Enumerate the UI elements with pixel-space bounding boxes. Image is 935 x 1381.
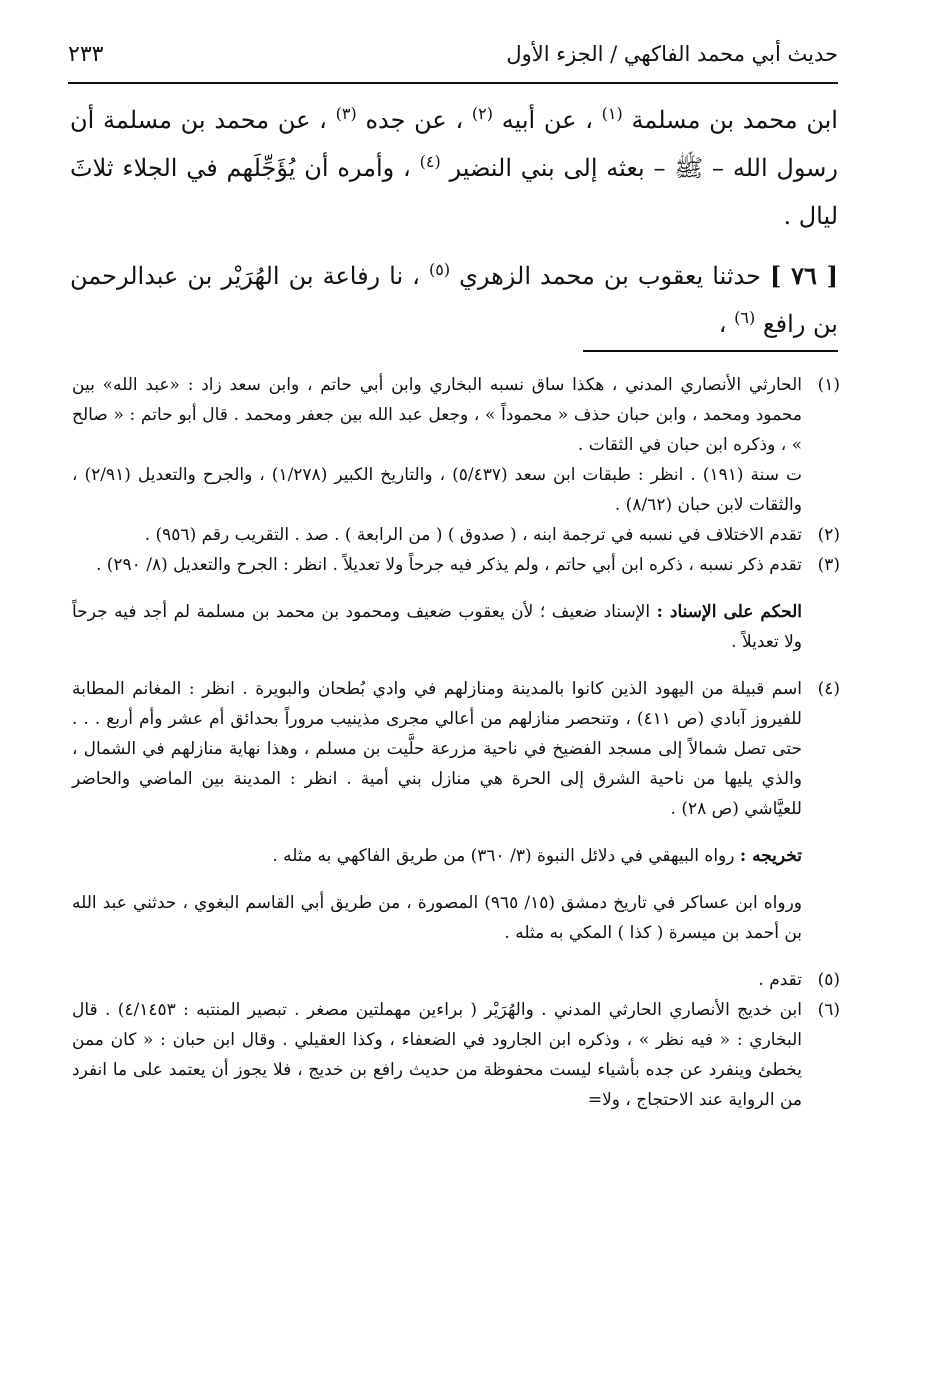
main-text-run: ، نا رفاعة بن الهُرَيْر بن عبدالرحمن بن رافع bbox=[70, 262, 838, 338]
footnote bbox=[72, 674, 840, 824]
footnote-ref: (٣) bbox=[335, 104, 357, 123]
footnote-ref: (٥) bbox=[428, 260, 451, 279]
header-rule bbox=[68, 82, 838, 84]
hukm-paragraph bbox=[72, 597, 840, 657]
footnote-number: (٦) bbox=[817, 1000, 840, 1020]
footnote-text: ابن خديج الأنصاري الحارثي المدني . والهُرَيْر ( براءين مهملتين مصغر . تبصير المنتبه : ٤/١٤٥٣) . قال البخاري : « فيه نظر » ، وذكره ابن الجارود في الضعفاء ، وكذا العقيلي . وقال ابن حبان : « كان ممن يخطئ وينفرد عن جده بأشياء ليست محفوظة من حديث رافع بن خديج ، فلا يجوز أن يعتمد على ما انفرد من الرواية عند الاحتجاج ، ولا= bbox=[72, 1000, 802, 1110]
main-paragraph bbox=[70, 96, 838, 240]
main-text-run: ، عن أبيه bbox=[501, 106, 593, 134]
footnote-ref: (٤) bbox=[419, 152, 441, 171]
footnote-number: (٢) bbox=[817, 525, 840, 545]
footnote-text: الحارثي الأنصاري المدني ، هكذا ساق نسبه البخاري وابن أبي حاتم ، وابن سعد زاد : «عبد الله» بين محمود ومحمد ، وابن حبان حذف « محموداً » ، وجعل عبد الله بين جعفر ومحمد . قال أبو حاتم : « صالح » ، وذكره ابن حبان في الثقات . bbox=[72, 375, 802, 455]
footnote-ref: (٦) bbox=[734, 308, 756, 327]
footnote-text: اسم قبيلة من اليهود الذين كانوا بالمدينة ومنازلهم في وادي بُطحان والبويرة . انظر : المغانم المطابة للفيروز آبادي (ص ٤١١) ، وتنحصر منازلهم من أعالي مجرى مذينيب مروراً بحدائق أم عشر وأم أربع . . . حتى تصل شمالاً إلى مسجد الفضيخ في ناحية مزرعة حلَّيت بن مسلم ، وهذا نهاية منازلهم في الشمال ، والذي يليها من ناحية الشرق إلى الحرة هي منازل بني أمية . انظر : المدينة بين الماضي والحاضر للعيَّاشي (ص ٢٨) . bbox=[72, 679, 802, 819]
hukm-text: الإسناد ضعيف ؛ لأن يعقوب ضعيف ومحمود بن محمد بن مسلمة لم أجد فيه جرحاً ولا تعديلاً . bbox=[72, 602, 802, 652]
main-text-run: ، وأمره أن يُؤَجِّلَهم في الجلاء ثلاثَ ليال . bbox=[70, 154, 838, 230]
footnote bbox=[72, 995, 840, 1115]
footnote-number: (١) bbox=[817, 375, 840, 395]
footnote-number: (٣) bbox=[817, 555, 840, 575]
footnote-text: تقدم الاختلاف في نسبه في ترجمة ابنه ، ( صدوق ) ( من الرابعة ) . صد . التقريب رقم (٩٥٦) . bbox=[144, 525, 802, 545]
footnote-text: تقدم ذكر نسبه ، ذكره ابن أبي حاتم ، ولم يذكر فيه جرحاً ولا تعديلاً . انظر : الجرح والتعديل (٨/ ٢٩٠) . bbox=[95, 555, 802, 575]
main-text-run: ابن محمد بن مسلمة bbox=[631, 106, 838, 134]
footnote bbox=[72, 520, 840, 550]
main-text-run: ، bbox=[718, 310, 727, 338]
footnotes bbox=[72, 370, 840, 1115]
hadith-number: [ ٧٦ ] bbox=[769, 261, 838, 290]
main-text-run: ، عن محمد بن مسلمة أن رسول الله – ﷺ – بعثه إلى بني النضير bbox=[70, 106, 838, 182]
footnote-text: تقدم . bbox=[758, 970, 802, 990]
footnote-separator bbox=[583, 350, 838, 352]
footnote-ref: (٢) bbox=[471, 104, 494, 123]
hadith-entry bbox=[70, 252, 838, 348]
footnote-number: (٤) bbox=[817, 679, 840, 699]
footnote bbox=[72, 965, 840, 995]
page-header bbox=[68, 42, 838, 84]
footnote bbox=[72, 370, 840, 520]
takhrij-paragraph bbox=[72, 841, 840, 871]
footnote-text: ت سنة (١٩١) . انظر : طبقات ابن سعد (٥/٤٣٧) ، والتاريخ الكبير (١/٢٧٨) ، والجرح والتعديل (٢/٩١) ، والثقات لابن حبان (٨/٦٢) . bbox=[72, 465, 802, 515]
footnote-number: (٥) bbox=[817, 970, 840, 990]
takhrij-text: رواه البيهقي في دلائل النبوة (٣/ ٣٦٠) من طريق الفاكهي به مثله . bbox=[272, 846, 735, 866]
footnote-ref: (١) bbox=[601, 104, 623, 123]
running-title: حديث أبي محمد الفاكهي / الجزء الأول bbox=[506, 42, 838, 66]
footnote-text: ورواه ابن عساكر في تاريخ دمشق (١٥/ ٩٦٥) المصورة ، من طريق أبي القاسم البغوي ، حدثني عبد الله بن أحمد بن ميسرة ( كذا ) المكي به مثله . bbox=[72, 893, 803, 943]
main-text-run: ، عن جده bbox=[365, 106, 464, 134]
main-text bbox=[70, 96, 838, 348]
takhrij-label: تخريجه : bbox=[739, 846, 802, 866]
footnote bbox=[72, 550, 840, 580]
hukm-label: الحكم على الإسناد : bbox=[656, 602, 802, 622]
page-number: ٢٣٣ bbox=[68, 42, 104, 67]
main-text-run: حدثنا يعقوب بن محمد الزهري bbox=[459, 262, 761, 290]
